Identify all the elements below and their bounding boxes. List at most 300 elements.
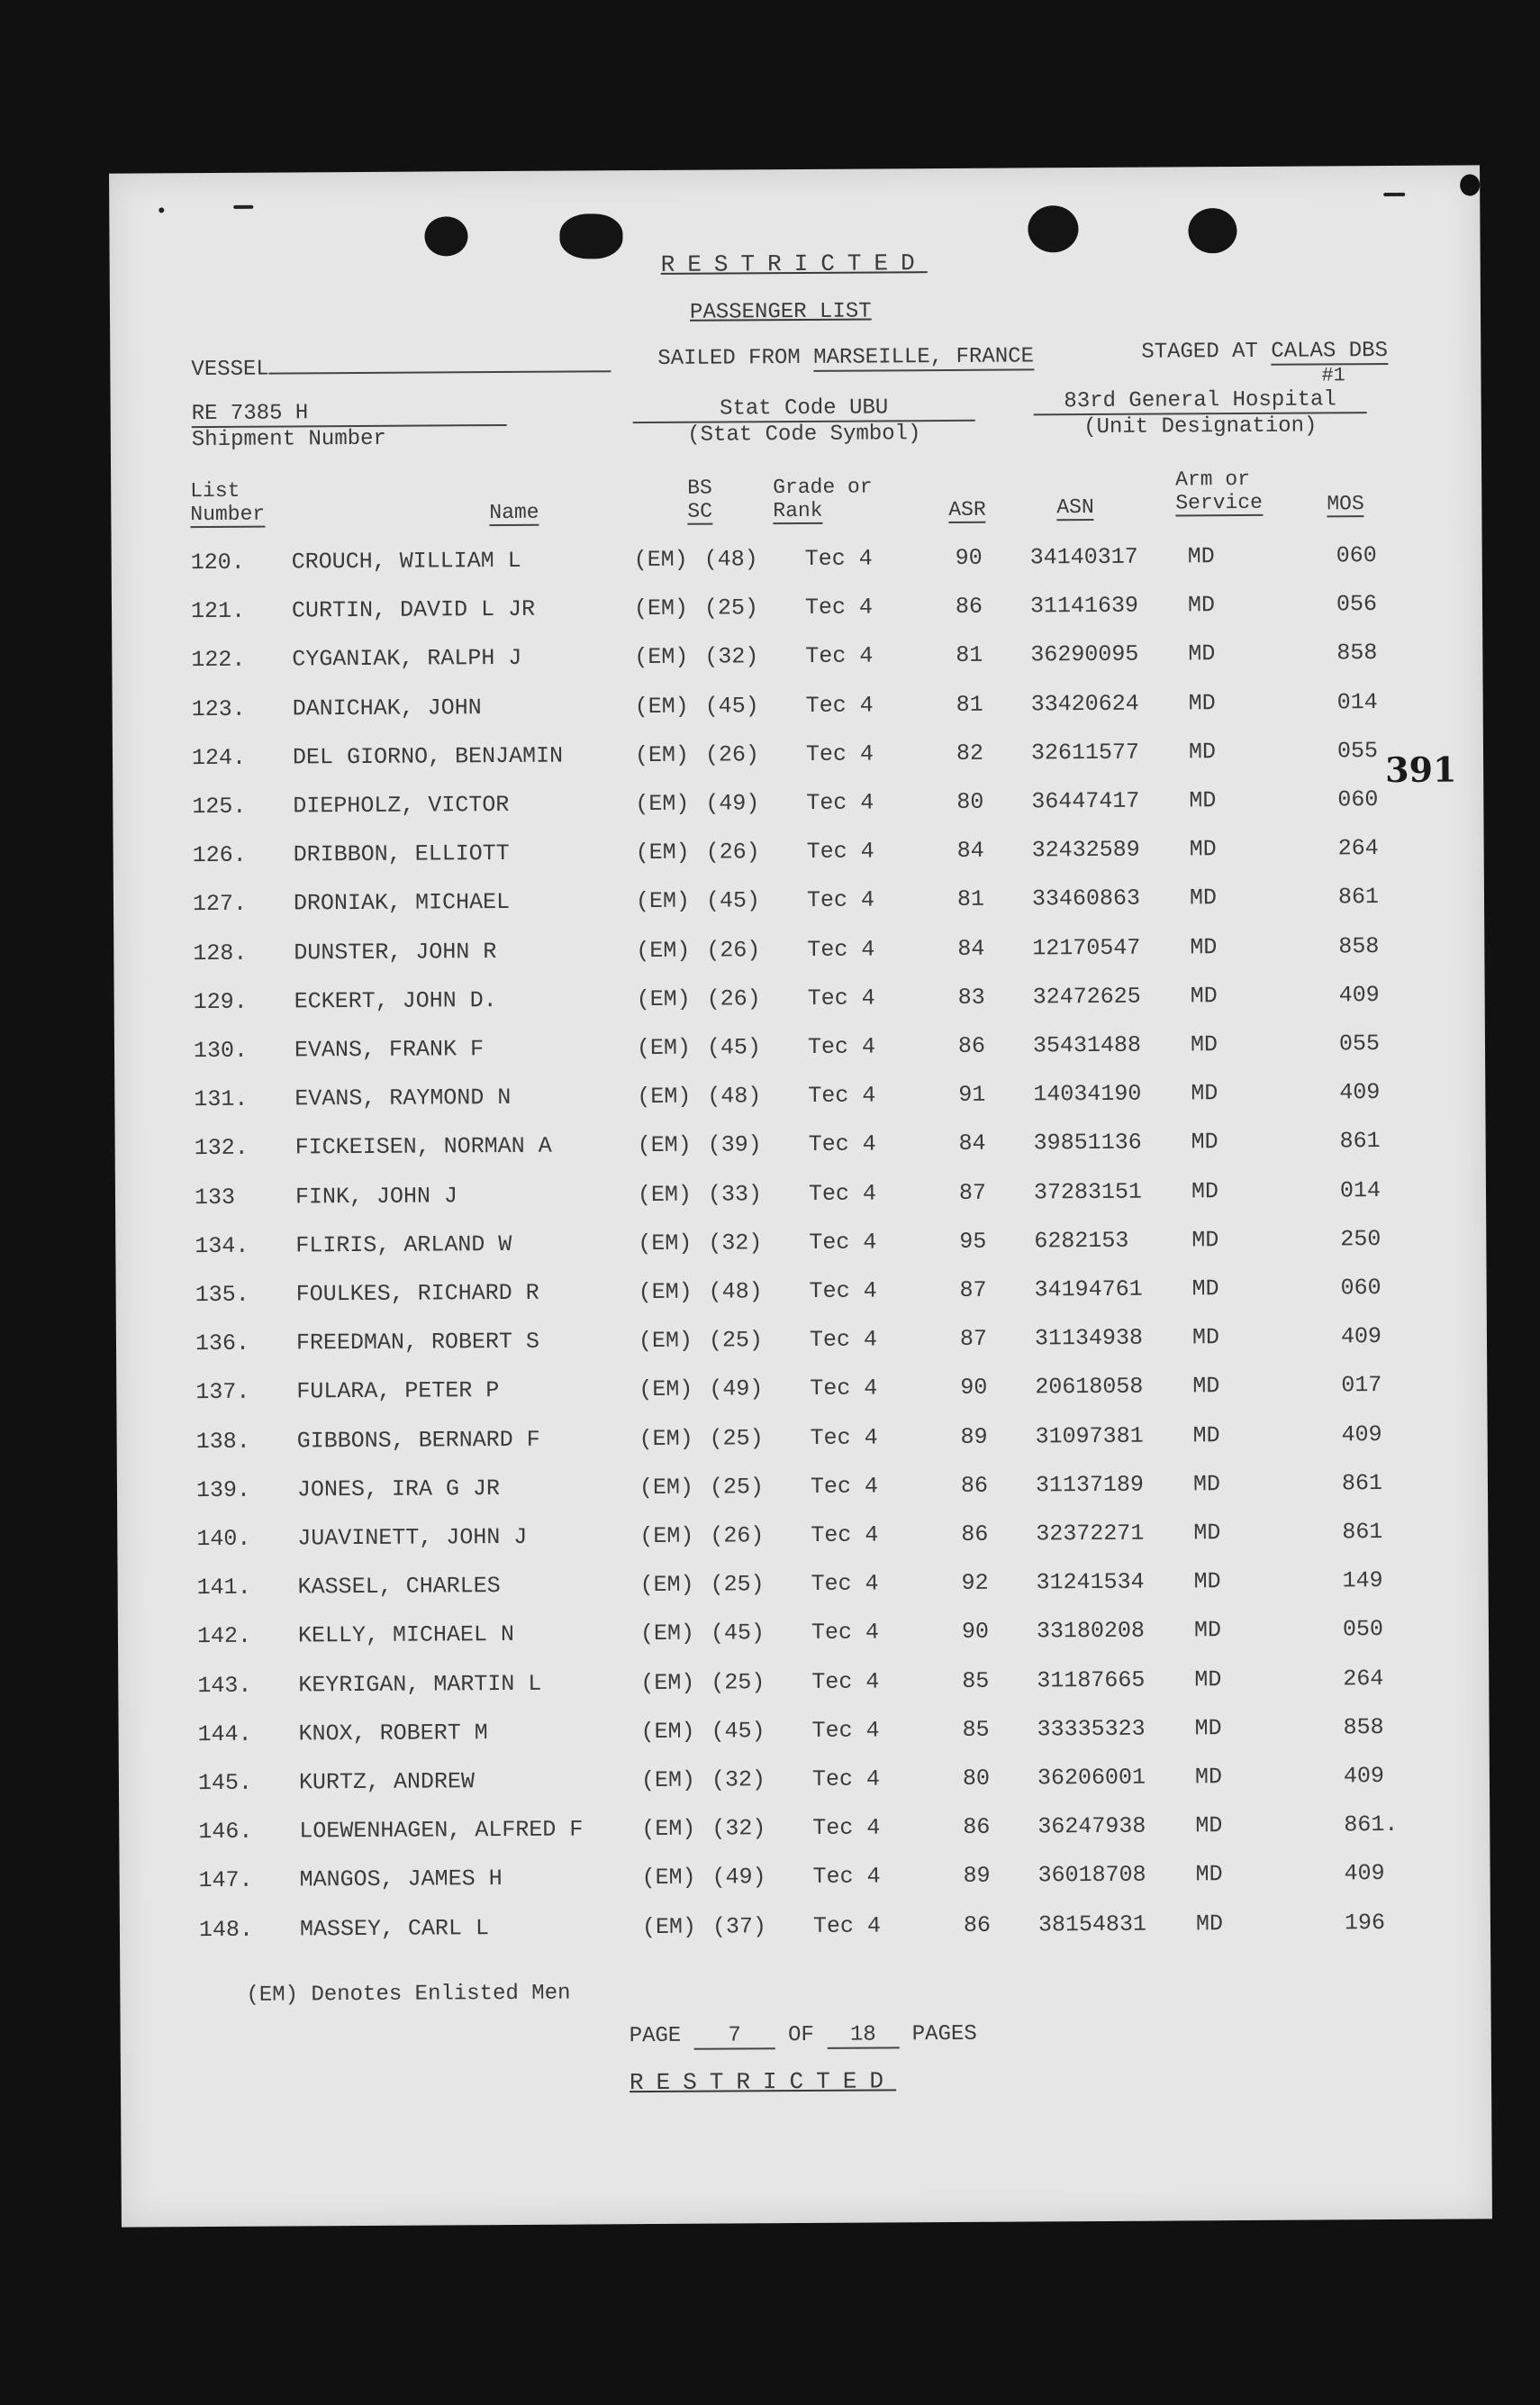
cell-asn: 31137189 [1035, 1471, 1145, 1499]
cell-sc: (26) [706, 936, 761, 964]
document-page [109, 165, 1492, 2227]
cell-sc: (33) [707, 1180, 763, 1208]
cell-asn: 12170547 [1032, 934, 1141, 962]
sailed-from [657, 344, 1034, 373]
cell-sc: (26) [710, 1522, 765, 1549]
table-row [116, 1323, 1487, 1380]
cell-asn: 31241534 [1036, 1568, 1145, 1596]
speck [1460, 174, 1480, 195]
cell-mos: 149 [1342, 1567, 1383, 1594]
page-indicator: PAGE 7 OF 18 PAGES [629, 2021, 977, 2049]
table-row [117, 1518, 1488, 1575]
cell-asn: 36290095 [1030, 641, 1139, 668]
cell-mos: 264 [1343, 1665, 1384, 1692]
cell-em: (EM) [636, 937, 691, 964]
cell-num: 129. [193, 988, 248, 1015]
col-list-number: List Number [190, 478, 266, 527]
cell-mos: 409 [1344, 1860, 1385, 1887]
cell-asn: 33460863 [1031, 885, 1141, 912]
table-row [113, 884, 1484, 940]
staged-at-note: #1 [1321, 364, 1345, 387]
cell-mos: 409 [1339, 1079, 1381, 1106]
table-row [115, 1128, 1486, 1184]
table-row [116, 1372, 1487, 1429]
cell-sc: (45) [711, 1718, 765, 1745]
cell-arm: MD [1188, 738, 1217, 766]
col-bs-sc: BS SC [687, 476, 713, 523]
cell-num: 126. [192, 841, 247, 869]
cell-grade: Tec 4 [811, 1521, 879, 1548]
cell-mos: 409 [1338, 981, 1380, 1009]
cell-em: (EM) [634, 741, 690, 768]
cell-sc: (45) [710, 1620, 765, 1647]
cell-asn: 31097381 [1035, 1422, 1144, 1450]
cell-em: (EM) [639, 1376, 693, 1403]
cell-num: 125. [192, 793, 247, 821]
cell-grade: Tec 4 [804, 545, 873, 572]
cell-em: (EM) [636, 1034, 692, 1062]
cell-num: 131. [194, 1085, 249, 1113]
sailed-from-value: MARSEILLE, FRANCE [813, 344, 1035, 370]
cell-grade: Tec 4 [810, 1375, 878, 1402]
cell-em: (EM) [637, 1181, 693, 1208]
cell-arm: MD [1191, 1226, 1219, 1254]
classification-top: RESTRICTED [660, 250, 928, 278]
cell-asr: 84 [958, 1130, 986, 1157]
cell-name: KEYRIGAN, MARTIN L [298, 1670, 542, 1699]
speck [233, 205, 253, 209]
cell-em: (EM) [640, 1718, 695, 1745]
cell-arm: MD [1193, 1520, 1221, 1547]
cell-asr: 87 [959, 1325, 988, 1353]
staged-at-value: CALAS DBS [1271, 339, 1389, 364]
cell-asr: 80 [956, 788, 984, 815]
cell-sc: (25) [703, 594, 759, 622]
cell-asr: 83 [957, 984, 985, 1011]
cell-mos: 409 [1340, 1323, 1382, 1350]
cell-num: 137. [195, 1379, 250, 1406]
cell-em: (EM) [633, 546, 688, 574]
cell-em: (EM) [639, 1571, 694, 1599]
cell-asn: 33420624 [1030, 690, 1139, 718]
col-asr: ASR [948, 497, 986, 522]
cell-name: CROUCH, WILLIAM L [291, 547, 521, 576]
cell-mos: 055 [1338, 1030, 1381, 1057]
cell-grade: Tec 4 [806, 789, 874, 816]
cell-asr: 89 [963, 1863, 991, 1890]
cell-num: 145. [197, 1769, 253, 1797]
cell-asn: 33180208 [1036, 1618, 1146, 1645]
cell-asn: 37283151 [1033, 1178, 1143, 1206]
cell-name: ECKERT, JOHN D. [294, 986, 497, 1015]
cell-mos: 060 [1337, 786, 1379, 813]
cell-sc: (26) [706, 985, 761, 1012]
cell-grade: Tec 4 [810, 1424, 878, 1451]
cell-asr: 89 [960, 1423, 988, 1450]
cell-asr: 95 [959, 1228, 987, 1255]
cell-name: DRONIAK, MICHAEL [293, 889, 511, 917]
cell-num: 127. [192, 891, 248, 918]
table-row [113, 835, 1484, 892]
cell-arm: MD [1190, 1031, 1218, 1058]
table-row [120, 1909, 1490, 1965]
cell-arm: MD [1195, 1910, 1224, 1937]
cell-em: (EM) [640, 1766, 696, 1794]
table-row [113, 932, 1484, 989]
cell-num: 135. [195, 1281, 249, 1309]
cell-sc: (26) [705, 839, 760, 866]
cell-em: (EM) [641, 1815, 696, 1843]
cell-em: (EM) [636, 985, 691, 1012]
cell-asn: 39851136 [1033, 1130, 1142, 1157]
cell-num: 136. [195, 1330, 250, 1357]
cell-mos: 409 [1343, 1763, 1385, 1790]
cell-mos: 017 [1341, 1372, 1382, 1399]
cell-grade: Tec 4 [812, 1863, 881, 1891]
cell-arm: MD [1188, 640, 1216, 667]
cell-grade: Tec 4 [805, 692, 874, 719]
cell-arm: MD [1192, 1421, 1220, 1448]
cell-num: 121. [190, 597, 246, 625]
table-row [119, 1713, 1490, 1770]
cell-arm: MD [1194, 1665, 1222, 1693]
cell-arm: MD [1191, 1129, 1218, 1156]
cell-sc: (49) [709, 1375, 764, 1403]
col-grade: Grade or Rank [773, 475, 873, 523]
cell-asn: 36206001 [1037, 1764, 1146, 1792]
cell-grade: Tec 4 [806, 838, 874, 866]
cell-asn: 38154831 [1037, 1910, 1147, 1938]
unit-value: 83rd General Hospital [1034, 387, 1367, 415]
cell-num: 148. [198, 1916, 254, 1943]
cell-asn: 31141639 [1029, 592, 1139, 620]
cell-sc: (25) [710, 1571, 765, 1598]
cell-em: (EM) [637, 1132, 692, 1159]
cell-grade: Tec 4 [811, 1619, 880, 1647]
cell-asr: 82 [956, 740, 984, 767]
cell-asn: 33335323 [1037, 1715, 1146, 1743]
cell-asn: 31134938 [1034, 1324, 1144, 1352]
cell-asn: 31187665 [1037, 1666, 1146, 1694]
cell-name: KNOX, ROBERT M [298, 1719, 488, 1747]
cell-grade: Tec 4 [809, 1277, 877, 1304]
staged-at [1141, 339, 1388, 367]
cell-arm: MD [1189, 836, 1217, 863]
cell-em: (EM) [639, 1620, 695, 1647]
cell-arm: MD [1189, 885, 1218, 912]
cell-asr: 85 [962, 1667, 990, 1694]
cell-grade: Tec 4 [807, 1033, 876, 1060]
cell-name: MANGOS, JAMES H [299, 1865, 503, 1893]
cell-sc: (32) [704, 643, 759, 671]
cell-name: DEL GIORNO, BENJAMIN [292, 742, 564, 771]
cell-asr: 86 [963, 1911, 992, 1938]
cell-grade: Tec 4 [811, 1570, 879, 1598]
cell-num: 141. [196, 1574, 251, 1602]
cell-name: DUNSTER, JOHN R [294, 938, 497, 967]
cell-sc: (48) [703, 546, 758, 573]
cell-grade: Tec 4 [809, 1326, 878, 1354]
cell-mos: 861 [1341, 1469, 1383, 1497]
cell-name: FLIRIS, ARLAND W [295, 1230, 512, 1259]
cell-num: 122. [191, 647, 246, 674]
cell-num: 147. [198, 1867, 253, 1894]
cell-sc: (25) [709, 1474, 765, 1501]
stat-code [633, 395, 975, 448]
cell-name: KELLY, MICHAEL N [297, 1621, 515, 1649]
cell-em: (EM) [638, 1327, 693, 1355]
cell-name: CYGANIAK, RALPH J [292, 645, 522, 673]
cell-em: (EM) [635, 839, 690, 867]
cell-grade: Tec 4 [806, 886, 875, 914]
cell-grade: Tec 4 [804, 594, 874, 622]
cell-asr: 80 [962, 1765, 991, 1792]
cell-arm: MD [1194, 1764, 1223, 1791]
cell-grade: Tec 4 [805, 642, 874, 670]
cell-asr: 81 [956, 886, 985, 913]
stamp-number: 391 [1384, 749, 1457, 791]
cell-mos: 050 [1342, 1616, 1384, 1643]
cell-num: 130. [193, 1037, 249, 1065]
cell-sc: (45) [704, 692, 759, 720]
unit-designation [1034, 387, 1367, 440]
stat-code-value: Stat Code UBU [633, 395, 975, 423]
table-row [115, 1176, 1486, 1233]
cell-sc: (45) [705, 887, 761, 915]
cell-mos: 060 [1336, 542, 1377, 569]
table-row [114, 1079, 1485, 1136]
table-row [113, 688, 1483, 745]
cell-arm: MD [1191, 1275, 1219, 1302]
table-row [114, 981, 1485, 1038]
cell-grade: Tec 4 [811, 1765, 881, 1792]
cell-mos: 858 [1338, 932, 1380, 959]
cell-em: (EM) [639, 1474, 694, 1501]
shipment-number-value: RE 7385 H [192, 400, 507, 428]
cell-em: (EM) [633, 594, 689, 622]
cell-num: 144. [197, 1720, 252, 1747]
cell-sc: (25) [709, 1424, 764, 1452]
cell-em: (EM) [639, 1522, 694, 1550]
cell-name: JONES, IRA G JR [296, 1475, 501, 1503]
cell-asr: 90 [955, 544, 983, 571]
cell-arm: MD [1191, 1324, 1220, 1351]
table-row [112, 541, 1482, 598]
cell-name: FULARA, PETER P [296, 1377, 500, 1405]
cell-asn: 32372271 [1036, 1520, 1145, 1547]
cell-arm: MD [1191, 1177, 1219, 1204]
table-row [113, 737, 1483, 794]
cell-name: DIEPHOLZ, VICTOR [293, 791, 510, 820]
table-row [115, 1225, 1486, 1282]
cell-num: 142. [196, 1623, 252, 1650]
cell-name: FINK, JOHN J [294, 1182, 458, 1211]
table-row [119, 1811, 1490, 1868]
cell-sc: (37) [711, 1912, 767, 1940]
cell-mos: 858 [1343, 1713, 1384, 1741]
punch-hole [424, 216, 467, 256]
speck [159, 207, 164, 213]
cell-arm: MD [1190, 982, 1218, 1010]
cell-name: DRIBBON, ELLIOTT [293, 840, 510, 868]
vessel-label: VESSEL [191, 350, 611, 382]
cell-arm: MD [1194, 1714, 1222, 1742]
cell-num: 140. [196, 1525, 251, 1553]
cell-asn: 36447417 [1031, 787, 1140, 815]
cell-em: (EM) [639, 1425, 693, 1452]
cell-grade: Tec 4 [808, 1180, 877, 1207]
cell-grade: Tec 4 [810, 1473, 879, 1500]
cell-mos: 014 [1339, 1176, 1381, 1203]
cell-sc: (26) [704, 741, 760, 768]
staged-at-label: STAGED AT [1141, 339, 1258, 365]
cell-asn: 14034190 [1033, 1080, 1142, 1108]
cell-num: 143. [197, 1672, 252, 1699]
cell-arm: MD [1189, 787, 1217, 814]
cell-asn: 34140317 [1029, 543, 1138, 571]
cell-grade: Tec 4 [807, 985, 875, 1012]
cell-grade: Tec 4 [812, 1814, 881, 1842]
speck [1383, 193, 1405, 196]
cell-sc: (39) [707, 1131, 762, 1159]
cell-grade: Tec 4 [811, 1717, 880, 1744]
cell-sc: (32) [711, 1815, 766, 1842]
punch-hole [1188, 208, 1237, 253]
cell-name: LOEWENHAGEN, ALFRED F [299, 1816, 584, 1845]
punch-hole [1028, 205, 1078, 252]
cell-mos: 861 [1342, 1519, 1383, 1546]
cell-name: CURTIN, DAVID L JR [291, 595, 536, 624]
cell-mos: 409 [1341, 1420, 1382, 1448]
cell-asr: 86 [955, 593, 983, 621]
table-row [117, 1469, 1488, 1526]
cell-mos: 858 [1336, 640, 1378, 667]
cell-asr: 81 [956, 642, 983, 669]
col-name: Name [489, 500, 539, 525]
punch-hole [559, 213, 622, 259]
cell-name: KURTZ, ANDREW [298, 1768, 476, 1796]
cell-grade: Tec 4 [811, 1668, 880, 1695]
cell-arm: MD [1192, 1470, 1221, 1498]
table-row [118, 1567, 1489, 1624]
cell-mos: 861 [1337, 884, 1380, 911]
cell-asr: 91 [958, 1081, 986, 1109]
cell-name: KASSEL, CHARLES [297, 1573, 501, 1601]
cell-em: (EM) [634, 693, 689, 720]
cell-mos: 861 [1339, 1128, 1381, 1155]
cell-num: 138. [195, 1428, 250, 1455]
cell-em: (EM) [635, 888, 691, 915]
cell-asn: 34194761 [1034, 1275, 1143, 1303]
cell-name: FOULKES, RICHARD R [295, 1279, 539, 1308]
cell-name: FICKEISEN, NORMAN A [294, 1133, 552, 1161]
cell-em: (EM) [640, 1669, 695, 1696]
cell-arm: MD [1190, 933, 1218, 960]
cell-asn: 20618058 [1035, 1374, 1144, 1401]
cell-grade: Tec 4 [809, 1229, 877, 1256]
cell-asr: 86 [961, 1520, 989, 1547]
cell-asr: 84 [956, 837, 984, 865]
cell-num: 133 [194, 1184, 236, 1211]
shipment-number-label: Shipment Number [191, 426, 386, 453]
col-mos: MOS [1327, 492, 1364, 516]
table-row [112, 640, 1482, 696]
cell-sc: (25) [708, 1327, 764, 1354]
cell-sc: (32) [708, 1230, 763, 1257]
cell-name: DANICHAK, JOHN [292, 694, 482, 722]
cell-em: (EM) [638, 1230, 693, 1257]
stat-code-label: (Stat Code Symbol) [687, 422, 921, 448]
cell-arm: MD [1193, 1617, 1222, 1644]
total-pages: 18 [827, 2022, 899, 2048]
cell-sc: (32) [711, 1766, 766, 1793]
cell-num: 123. [191, 695, 246, 722]
cell-asn: 32611577 [1030, 739, 1140, 767]
cell-name: FREEDMAN, ROBERT S [295, 1328, 540, 1357]
sailed-from-label: SAILED FROM [657, 345, 801, 371]
cell-em: (EM) [638, 1278, 693, 1306]
cell-asn: 32472625 [1032, 983, 1141, 1011]
list-title: PASSENGER LIST [689, 299, 872, 325]
cell-asr: 87 [959, 1276, 987, 1303]
table-row [114, 1030, 1485, 1086]
cell-asn: 36018708 [1037, 1862, 1146, 1889]
cell-mos: 055 [1336, 737, 1379, 765]
cell-arm: MD [1187, 543, 1215, 570]
table-row [118, 1616, 1489, 1673]
cell-asr: 86 [957, 1032, 986, 1059]
table-row [118, 1665, 1489, 1721]
cell-arm: MD [1195, 1861, 1223, 1888]
cell-arm: MD [1187, 592, 1216, 619]
cell-name: MASSEY, CARL L [299, 1914, 490, 1943]
cell-asn: 35431488 [1032, 1031, 1142, 1059]
cell-name: EVANS, RAYMOND N [294, 1085, 512, 1112]
cell-sc: (49) [705, 790, 760, 817]
table-row [116, 1274, 1487, 1330]
cell-num: 128. [193, 939, 248, 967]
unit-label: (Unit Designation) [1083, 413, 1318, 440]
shipment-number [192, 400, 507, 452]
cell-num: 120. [190, 549, 245, 576]
footer-note: (EM) Denotes Enlisted Men [246, 1981, 571, 2008]
cell-asn: 32432589 [1031, 836, 1140, 864]
cell-sc: (25) [711, 1668, 765, 1696]
cell-asr: 90 [961, 1619, 990, 1646]
cell-em: (EM) [634, 644, 689, 671]
table-row [120, 1860, 1490, 1917]
cell-arm: MD [1195, 1812, 1223, 1839]
cell-grade: Tec 4 [807, 936, 875, 963]
cell-name: GIBBONS, BERNARD F [296, 1426, 540, 1455]
cell-em: (EM) [641, 1913, 697, 1940]
cell-asr: 86 [963, 1813, 991, 1841]
page-number: 7 [694, 2023, 775, 2050]
vessel-field [269, 350, 611, 374]
cell-sc: (49) [711, 1864, 766, 1892]
cell-asr: 92 [961, 1569, 989, 1597]
cell-sc: (45) [706, 1034, 762, 1061]
cell-asr: 81 [956, 691, 983, 718]
cell-asr: 87 [958, 1179, 987, 1206]
cell-sc: (48) [708, 1278, 763, 1305]
cell-num: 132. [194, 1135, 249, 1162]
cell-em: (EM) [635, 790, 690, 818]
cell-mos: 264 [1337, 835, 1379, 862]
col-arm: Arm or Service [1175, 467, 1264, 515]
table-row [113, 785, 1483, 842]
col-asn: ASN [1056, 495, 1094, 520]
